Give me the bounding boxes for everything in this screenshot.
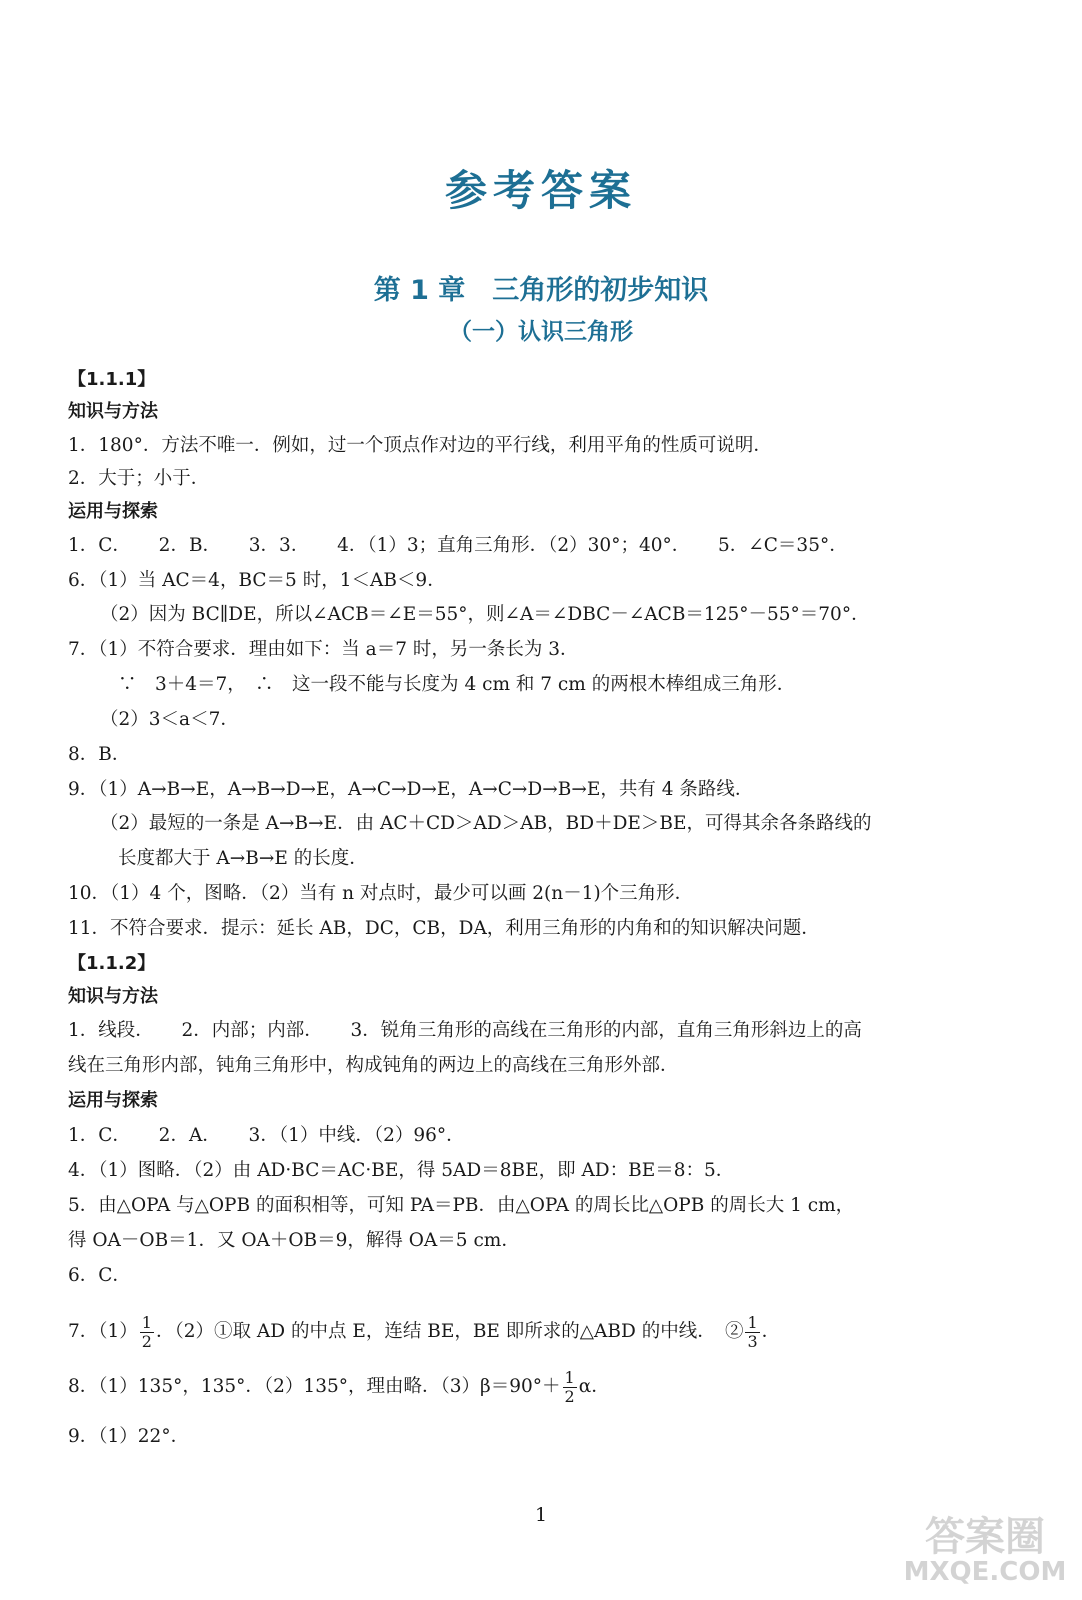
answer-line: 6．（1）当 AC＝4，BC＝5 时，1＜AB＜9． [68,570,446,591]
answer-line: 线在三角形内部，钝角三角形中，构成钝角的两边上的高线在三角形外部． [68,1055,679,1076]
answer-line: （2）因为 BC∥DE，所以∠ACB＝∠E＝55°，则∠A＝∠DBC－∠ACB＝125°－55°＝70°． [100,604,870,625]
fraction-denominator: 2 [564,1386,575,1406]
fraction-numerator: 1 [747,1312,758,1332]
fraction [745,1314,759,1351]
answer-line: 得 OA－OB＝1．又 OA＋OB＝9，解得 OA＝5 cm． [68,1230,520,1251]
knowledge-heading: 知识与方法 [68,401,158,422]
fraction [563,1369,577,1406]
application-heading: 运用与探索 [68,1090,158,1111]
answer-text: 8．（1）135°，135°．（2）135°，理由略．（3）β＝90°＋ [68,1376,561,1397]
subsection-1-1-1: 【1.1.1】 [68,369,156,390]
answer-line: 4．（1）图略．（2）由 AD·BC＝AC·BE，得 5AD＝8BE，即 AD：BE＝8：5． [68,1160,735,1181]
answer-text: ． [761,1321,781,1342]
application-heading: 运用与探索 [68,501,158,522]
answer-line: 1．线段． 2．内部；内部． 3．锐角三角形的高线在三角形的内部，直角三角形斜边上的高 [68,1020,862,1041]
answer-text: ．（2）①取 AD 的中点 E，连结 BE，BE 即所求的△ABD 的中线． ② [155,1321,744,1342]
fraction [140,1314,154,1351]
fraction-numerator: 1 [141,1312,152,1332]
answer-line: （2）3＜a＜7． [100,709,239,730]
fraction-denominator: 2 [141,1331,152,1351]
fraction-numerator: 1 [564,1367,575,1387]
answer-line: ∵ 3＋4＝7， ∴ 这一段不能与长度为 4 cm 和 7 cm 的两根木棒组成三角形． [118,674,796,695]
subsection-1-1-2: 【1.1.2】 [68,953,156,974]
answer-line: 1．180°．方法不唯一．例如，过一个顶点作对边的平行线，利用平角的性质可说明． [68,435,772,456]
knowledge-heading: 知识与方法 [68,986,158,1007]
watermark-text: 答案圈 [925,1514,1045,1560]
section-heading: （一）认识三角形 [449,319,633,345]
answer-line: （2）最短的一条是 A→B→E．由 AC＋CD＞AD＞AB，BD＋DE＞BE，可得其余各条路线的 [100,813,872,834]
watermark-url: MXQE.COM [903,1557,1067,1587]
answer-line-7 [68,1310,1028,1354]
answer-line: 2．大于；小于． [68,468,210,489]
chapter-heading: 第 1 章 三角形的初步知识 [373,275,709,306]
watermark-logo [900,1505,1070,1595]
fraction-denominator: 3 [747,1331,758,1351]
answer-line: 7．（1）不符合要求．理由如下：当 a＝7 时，另一条长为 3． [68,639,579,660]
answer-line: 长度都大于 A→B→E 的长度． [118,848,368,869]
answer-line: 5．由△OPA 与△OPB 的面积相等，可知 PA＝PB．由△OPA 的周长比△OPB 的周长大 1 cm， [68,1195,855,1216]
answer-line: 8．B． [68,744,131,765]
answer-line: 11．不符合要求．提示：延长 AB，DC，CB，DA，利用三角形的内角和的知识解决问题． [68,918,820,939]
answer-text: 7．（1） [68,1321,138,1342]
answer-line: 10．（1）4 个，图略．（2）当有 n 对点时，最少可以画 2(n－1)个三角形． [68,883,694,904]
answer-text: α． [578,1376,610,1397]
answer-line: 9．（1）22°． [68,1426,190,1447]
answer-line-8 [68,1365,1028,1409]
page-number: 1 [534,1504,548,1526]
answer-line: 1．C． 2．A． 3．（1）中线．（2）96°． [68,1125,465,1146]
page-title: 参考答案 [444,166,637,215]
answer-line: 6．C． [68,1265,131,1286]
answer-line: 9．（1）A→B→E，A→B→D→E，A→C→D→E，A→C→D→B→E，共有 4 条路线． [68,779,754,800]
answer-line: 1．C． 2．B． 3．3． 4．（1）3；直角三角形．（2）30°；40°． 5．∠C＝35°． [68,535,848,556]
